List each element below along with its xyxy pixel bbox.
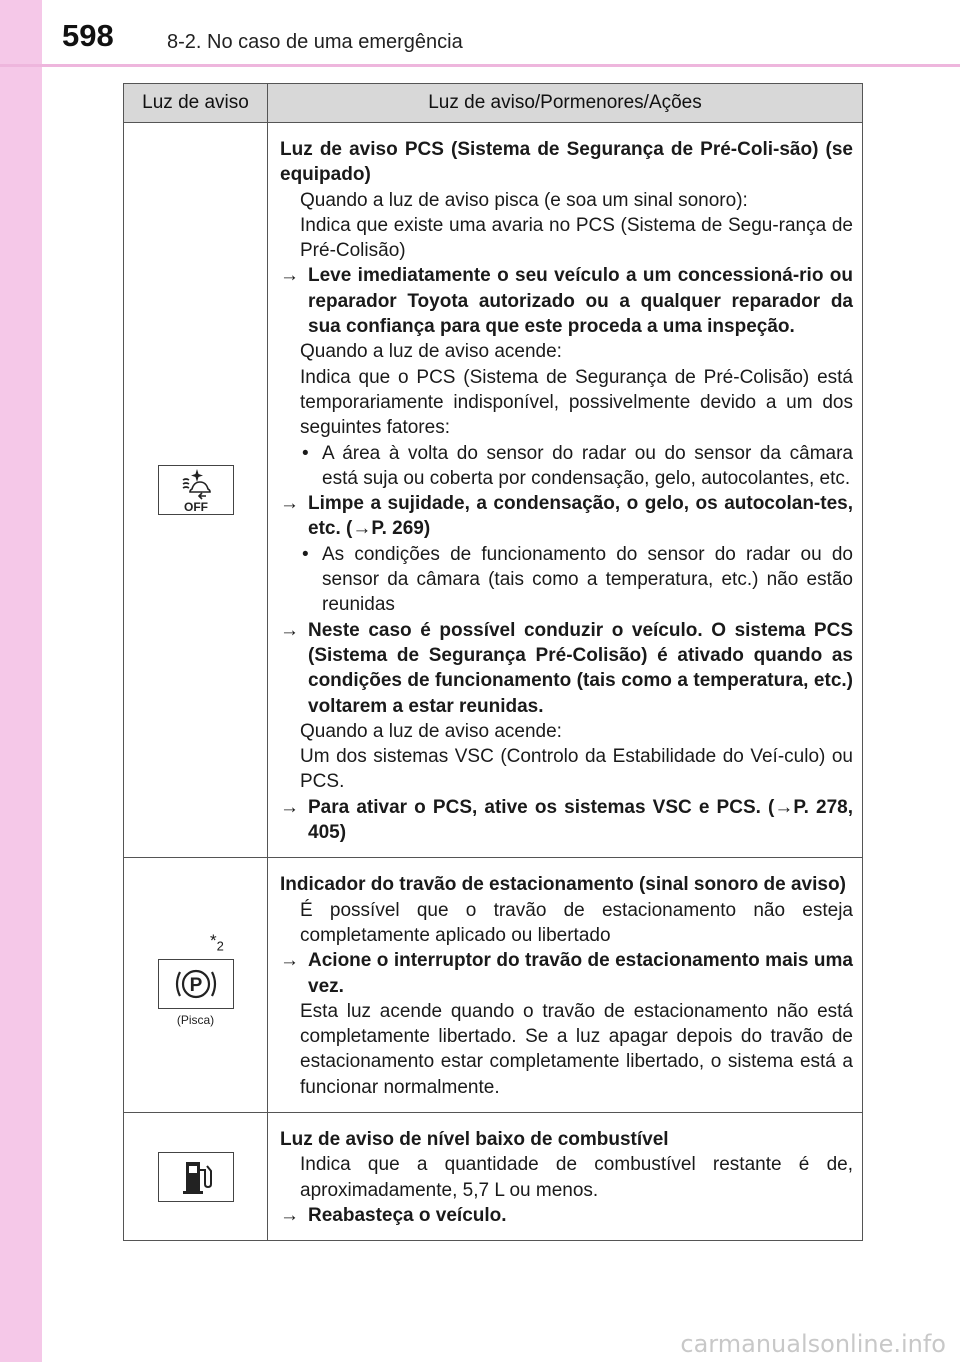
row-title: Luz de aviso PCS (Sistema de Segurança de Pré-Coli-são) (se equipado) — [280, 139, 853, 186]
arrow-icon: → — [280, 493, 299, 515]
table-row — [124, 1112, 863, 1240]
detail-line: É possível que o travão de estacionamento não esteja completamente aplicado ou libertado — [300, 899, 853, 946]
action-line: → Acione o interruptor do travão de estacionamento mais uma vez. — [280, 950, 853, 997]
detail-line: Quando a luz de aviso pisca (e soa um sinal sonoro): — [300, 189, 748, 211]
table-header-row — [124, 84, 863, 123]
page-number: 598 — [62, 18, 114, 53]
details-cell — [268, 858, 863, 1113]
page-header — [0, 0, 960, 66]
row-title: Luz de aviso de nível baixo de combustível — [280, 1128, 669, 1150]
icon-cell — [124, 858, 268, 1113]
bullet-line: • As condições de funcionamento do sensor do radar ou do sensor da câmara (tais como a temperatura, etc.) não estão reunidas — [302, 543, 853, 616]
icon-cell — [124, 1112, 268, 1240]
table-row — [124, 123, 863, 858]
bullet-line: • A área à volta do sensor do radar ou do sensor da câmara está suja ou coberta por condensação, gelo, autocolantes, etc. — [302, 442, 853, 489]
pcs-off-label: OFF — [183, 500, 208, 515]
svg-text:P: P — [189, 975, 202, 997]
detail-line: Um dos sistemas VSC (Controlo da Estabilidade do Veí-culo) ou PCS. — [300, 746, 853, 793]
action-line: → Neste caso é possível conduzir o veículo. O sistema PCS (Sistema de Segurança Pré-Colisão) é ativado quando as condições de funcionamento (tais como a temperatura, etc.) voltarem a estar reunidas. — [280, 619, 853, 717]
arrow-icon: → — [280, 619, 299, 641]
fuel-pump-icon — [158, 1152, 234, 1202]
details-cell — [268, 123, 863, 858]
table-row — [124, 858, 863, 1113]
watermark: carmanualsonline.info — [680, 1330, 946, 1358]
bullet-icon: • — [302, 543, 309, 565]
row-title: Indicador do travão de estacionamento (sinal sonoro de aviso) — [280, 874, 846, 896]
footnote-marker: $*_2$ — [210, 930, 224, 954]
section-title: 8-2. No caso de uma emergência — [167, 31, 463, 53]
pcs-off-icon — [158, 465, 234, 515]
icon-caption: (Pisca) — [176, 1013, 215, 1028]
action-line: → Reabasteça o veículo. — [280, 1203, 853, 1228]
details-cell — [268, 1112, 863, 1240]
detail-line: Quando a luz de aviso acende: — [300, 341, 562, 363]
arrow-icon: → — [280, 265, 299, 287]
detail-line: Indica que a quantidade de combustível restante é de, aproximadamente, 5,7 L ou menos. — [300, 1154, 853, 1201]
action-line: → Para ativar o PCS, ative os sistemas VSC e PCS. (→P. 278, 405) — [280, 796, 853, 844]
bullet-icon: • — [302, 442, 309, 464]
icon-cell — [124, 123, 268, 858]
arrow-icon: → — [280, 796, 299, 818]
warning-light-table — [123, 83, 863, 1241]
header-divider — [0, 64, 960, 67]
detail-line: Indica que existe uma avaria no PCS (Sistema de Segu-rança de Pré-Colisão) — [300, 214, 853, 262]
left-margin-band — [0, 0, 42, 1362]
arrow-icon: → — [280, 950, 299, 972]
detail-line: Indica que o PCS (Sistema de Segurança de Pré-Colisão) está temporariamente indisponível, possivelmente devido a um dos seguintes fatores: — [300, 366, 853, 439]
arrow-icon: → — [280, 1204, 299, 1226]
parking-brake-icon — [158, 959, 234, 1009]
action-line: → Limpe a sujidade, a condensação, o gelo, os autocolan-tes, etc. (→P. 269) — [280, 493, 853, 540]
detail-line: Esta luz acende quando o travão de estacionamento não está completamente libertado. Se a luz apagar depois do travão de estacionamento estar completamente libertado, o sistema está a funcionar normalmente. — [300, 1000, 853, 1098]
action-line: → Leve imediatamente o seu veículo a um concessioná-rio ou reparador Toyota autorizado ou a qualquer reparador da sua confiança para que este proceda a uma inspeção. — [280, 265, 853, 338]
column-header-warning-light: Luz de aviso — [124, 84, 268, 123]
column-header-details: Luz de aviso/Pormenores/Ações — [268, 84, 863, 123]
detail-line: Quando a luz de aviso acende: — [300, 720, 562, 742]
